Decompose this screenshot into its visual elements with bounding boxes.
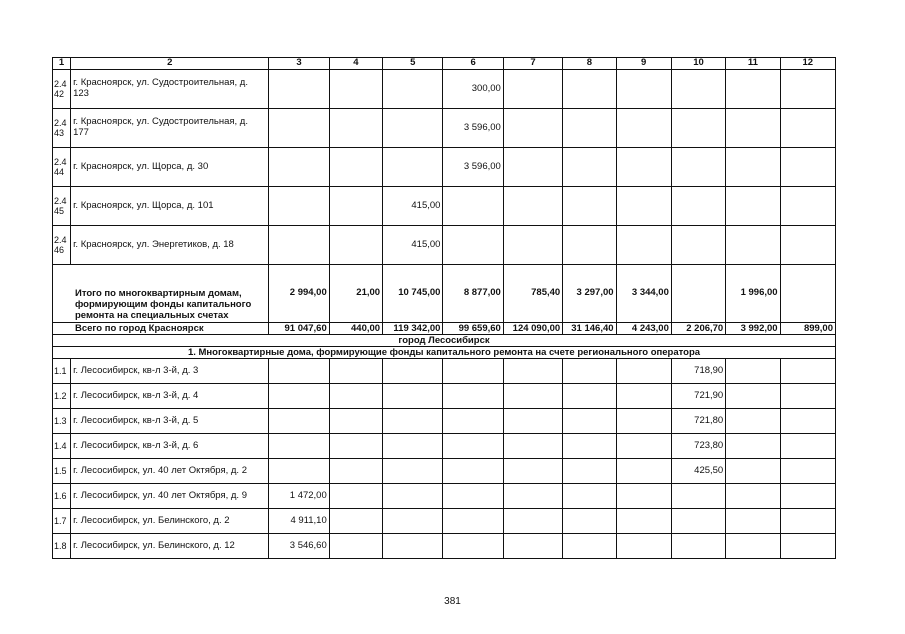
table-cell — [383, 384, 443, 409]
table-cell: 3 546,60 — [269, 534, 329, 559]
table-cell: 3 596,00 — [443, 148, 503, 187]
table-row — [53, 359, 836, 384]
address-cell: г. Лесосибирск, ул. Белинского, д. 12 — [71, 534, 269, 559]
table-cell — [383, 434, 443, 459]
table-cell — [726, 359, 780, 384]
col-header: 4 — [329, 58, 382, 70]
table-row — [53, 509, 836, 534]
table-cell — [563, 384, 616, 409]
table-cell — [443, 509, 503, 534]
table-cell — [329, 70, 382, 109]
row-index: 1.2 — [53, 384, 71, 409]
table-cell: 99 659,60 — [443, 323, 503, 335]
table-row — [53, 187, 836, 226]
table-cell — [503, 384, 562, 409]
col-header: 5 — [383, 58, 443, 70]
table-cell: 415,00 — [383, 226, 443, 265]
table-cell — [780, 187, 835, 226]
col-header: 8 — [563, 58, 616, 70]
table-cell — [616, 226, 671, 265]
table-cell — [269, 434, 329, 459]
table-cell — [616, 459, 671, 484]
table-cell — [671, 70, 725, 109]
row-index: 1.7 — [53, 509, 71, 534]
table-cell — [616, 70, 671, 109]
table-cell — [269, 384, 329, 409]
table-cell — [726, 409, 780, 434]
table-cell — [616, 409, 671, 434]
table-cell — [383, 484, 443, 509]
table-cell — [383, 409, 443, 434]
table-cell — [671, 484, 725, 509]
address-cell: г. Лесосибирск, ул. 40 лет Октября, д. 2 — [71, 459, 269, 484]
table-cell — [726, 226, 780, 265]
table-cell — [269, 409, 329, 434]
table-cell: 3 297,00 — [563, 265, 616, 323]
table-cell — [443, 409, 503, 434]
table-cell: 31 146,40 — [563, 323, 616, 335]
table-cell — [780, 509, 835, 534]
table-cell — [780, 484, 835, 509]
col-header: 10 — [671, 58, 725, 70]
table-cell — [329, 459, 382, 484]
table-cell — [503, 70, 562, 109]
table-cell — [563, 70, 616, 109]
table-cell: 4 243,00 — [616, 323, 671, 335]
address-cell: г. Красноярск, ул. Энергетиков, д. 18 — [71, 226, 269, 265]
table-cell — [329, 384, 382, 409]
table-cell — [329, 109, 382, 148]
table-cell — [503, 484, 562, 509]
col-header: 1 — [53, 58, 71, 70]
table-cell — [443, 226, 503, 265]
subtotal-row — [53, 265, 836, 323]
table-row — [53, 384, 836, 409]
table-row — [53, 434, 836, 459]
table-cell: 10 745,00 — [383, 265, 443, 323]
table-cell — [329, 187, 382, 226]
table-cell — [726, 148, 780, 187]
section-heading: 1. Многоквартирные дома, формирующие фонды капитального ремонта на счете регионального оператора — [53, 347, 836, 359]
row-index: 2.4 44 — [53, 148, 71, 187]
row-index: 2.4 46 — [53, 226, 71, 265]
table-cell — [503, 509, 562, 534]
table-row — [53, 459, 836, 484]
table-cell: 899,00 — [780, 323, 835, 335]
table-cell — [443, 484, 503, 509]
row-index: 2.4 43 — [53, 109, 71, 148]
col-header: 11 — [726, 58, 780, 70]
table-cell — [269, 70, 329, 109]
table-cell — [726, 70, 780, 109]
table-cell — [503, 359, 562, 384]
table-cell — [726, 434, 780, 459]
table-cell — [726, 109, 780, 148]
table-cell — [616, 484, 671, 509]
table-cell — [269, 109, 329, 148]
address-cell: г. Лесосибирск, кв-л 3-й, д. 4 — [71, 384, 269, 409]
table-cell — [780, 226, 835, 265]
row-index: 1.4 — [53, 434, 71, 459]
table-cell — [671, 187, 725, 226]
table-cell — [616, 509, 671, 534]
table-cell: 723,80 — [671, 434, 725, 459]
row-index: 1.6 — [53, 484, 71, 509]
column-number-row — [53, 58, 836, 70]
table-cell — [329, 409, 382, 434]
table-cell — [671, 509, 725, 534]
table-cell: 8 877,00 — [443, 265, 503, 323]
table-cell: 721,80 — [671, 409, 725, 434]
table-cell — [671, 226, 725, 265]
table-cell — [563, 148, 616, 187]
table-cell — [780, 434, 835, 459]
city-heading: город Лесосибирск — [53, 335, 836, 347]
table-cell: 718,90 — [671, 359, 725, 384]
table-cell — [503, 534, 562, 559]
address-cell: г. Красноярск, ул. Судостроительная, д. 123 — [71, 70, 269, 109]
row-index: 1.1 — [53, 359, 71, 384]
table-cell — [329, 148, 382, 187]
table-cell — [329, 434, 382, 459]
table-cell — [383, 109, 443, 148]
table-cell — [383, 70, 443, 109]
col-header: 9 — [616, 58, 671, 70]
table-cell — [726, 187, 780, 226]
table-cell — [503, 109, 562, 148]
table-cell: 21,00 — [329, 265, 382, 323]
table-cell — [269, 187, 329, 226]
table-cell — [726, 534, 780, 559]
table-cell — [443, 187, 503, 226]
table-cell — [563, 226, 616, 265]
row-index: 2.4 45 — [53, 187, 71, 226]
table-cell: 415,00 — [383, 187, 443, 226]
table-cell — [726, 459, 780, 484]
table-cell — [616, 359, 671, 384]
table-cell — [616, 148, 671, 187]
table-cell — [671, 265, 725, 323]
table-cell: 440,00 — [329, 323, 382, 335]
table-cell: 4 911,10 — [269, 509, 329, 534]
table-cell — [329, 359, 382, 384]
table-cell — [443, 384, 503, 409]
table-cell — [443, 459, 503, 484]
table-cell — [780, 109, 835, 148]
table-cell — [329, 484, 382, 509]
table-cell — [671, 534, 725, 559]
table-cell — [443, 534, 503, 559]
table-cell: 785,40 — [503, 265, 562, 323]
table-cell — [563, 359, 616, 384]
table-cell — [269, 148, 329, 187]
grand-total-label: Всего по город Красноярск — [53, 323, 269, 335]
table-cell: 3 344,00 — [616, 265, 671, 323]
address-cell: г. Лесосибирск, кв-л 3-й, д. 5 — [71, 409, 269, 434]
col-header: 3 — [269, 58, 329, 70]
table-cell: 119 342,00 — [383, 323, 443, 335]
row-index: 1.5 — [53, 459, 71, 484]
table-cell: 2 206,70 — [671, 323, 725, 335]
address-cell: г. Красноярск, ул. Судостроительная, д. 177 — [71, 109, 269, 148]
table-cell — [563, 509, 616, 534]
table-cell — [563, 109, 616, 148]
table-cell — [726, 509, 780, 534]
table-cell: 91 047,60 — [269, 323, 329, 335]
table-cell — [269, 359, 329, 384]
table-cell — [503, 226, 562, 265]
table-cell — [269, 226, 329, 265]
table-cell — [780, 534, 835, 559]
table-cell — [780, 459, 835, 484]
table-cell — [269, 459, 329, 484]
table-cell — [780, 70, 835, 109]
table-cell — [563, 534, 616, 559]
capital-repair-table — [52, 57, 836, 559]
table-cell — [443, 359, 503, 384]
table-row — [53, 70, 836, 109]
table-cell: 425,50 — [671, 459, 725, 484]
table-cell — [329, 226, 382, 265]
col-header: 7 — [503, 58, 562, 70]
table-cell — [503, 409, 562, 434]
table-cell — [503, 148, 562, 187]
table-cell: 721,90 — [671, 384, 725, 409]
table-cell: 3 596,00 — [443, 109, 503, 148]
address-cell: г. Лесосибирск, кв-л 3-й, д. 6 — [71, 434, 269, 459]
table-cell — [616, 187, 671, 226]
table-cell: 300,00 — [443, 70, 503, 109]
table-cell — [616, 534, 671, 559]
table-cell: 3 992,00 — [726, 323, 780, 335]
table-cell — [503, 459, 562, 484]
table-cell — [780, 384, 835, 409]
table-row — [53, 226, 836, 265]
table-cell: 1 472,00 — [269, 484, 329, 509]
table-cell — [780, 359, 835, 384]
table-row — [53, 109, 836, 148]
table-cell — [383, 509, 443, 534]
table-cell: 1 996,00 — [726, 265, 780, 323]
table-cell — [383, 534, 443, 559]
col-header: 2 — [71, 58, 269, 70]
grand-total-row — [53, 323, 836, 335]
row-index: 2.4 42 — [53, 70, 71, 109]
table-cell — [563, 459, 616, 484]
table-cell — [329, 534, 382, 559]
address-cell: г. Красноярск, ул. Щорса, д. 101 — [71, 187, 269, 226]
address-cell: г. Лесосибирск, кв-л 3-й, д. 3 — [71, 359, 269, 384]
table-cell — [383, 459, 443, 484]
table-cell — [383, 359, 443, 384]
section-heading-row — [53, 347, 836, 359]
page-number: 381 — [444, 596, 461, 607]
table-cell — [726, 484, 780, 509]
row-index: 1.3 — [53, 409, 71, 434]
table-cell — [780, 409, 835, 434]
table-row — [53, 409, 836, 434]
table-cell — [563, 484, 616, 509]
row-index: 1.8 — [53, 534, 71, 559]
table-cell — [443, 434, 503, 459]
table-cell — [726, 384, 780, 409]
table-cell — [503, 187, 562, 226]
table-cell: 124 090,00 — [503, 323, 562, 335]
table-cell — [616, 384, 671, 409]
table-cell — [563, 434, 616, 459]
table-cell: 2 994,00 — [269, 265, 329, 323]
col-header: 12 — [780, 58, 835, 70]
table-row — [53, 484, 836, 509]
table-cell — [563, 409, 616, 434]
table-cell — [671, 109, 725, 148]
table-cell — [563, 187, 616, 226]
table-cell — [671, 148, 725, 187]
col-header: 6 — [443, 58, 503, 70]
table-cell — [383, 148, 443, 187]
table-cell — [616, 109, 671, 148]
address-cell: г. Лесосибирск, ул. Белинского, д. 2 — [71, 509, 269, 534]
address-cell: г. Красноярск, ул. Щорса, д. 30 — [71, 148, 269, 187]
address-cell: г. Лесосибирск, ул. 40 лет Октября, д. 9 — [71, 484, 269, 509]
city-heading-row — [53, 335, 836, 347]
subtotal-label: Итого по многоквартирным домам, формирующим фонды капитального ремонта на специальных счетах — [53, 265, 269, 323]
table-cell — [329, 509, 382, 534]
table-row — [53, 148, 836, 187]
table-cell — [780, 265, 835, 323]
table-cell — [503, 434, 562, 459]
table-cell — [616, 434, 671, 459]
table-cell — [780, 148, 835, 187]
table-row — [53, 534, 836, 559]
